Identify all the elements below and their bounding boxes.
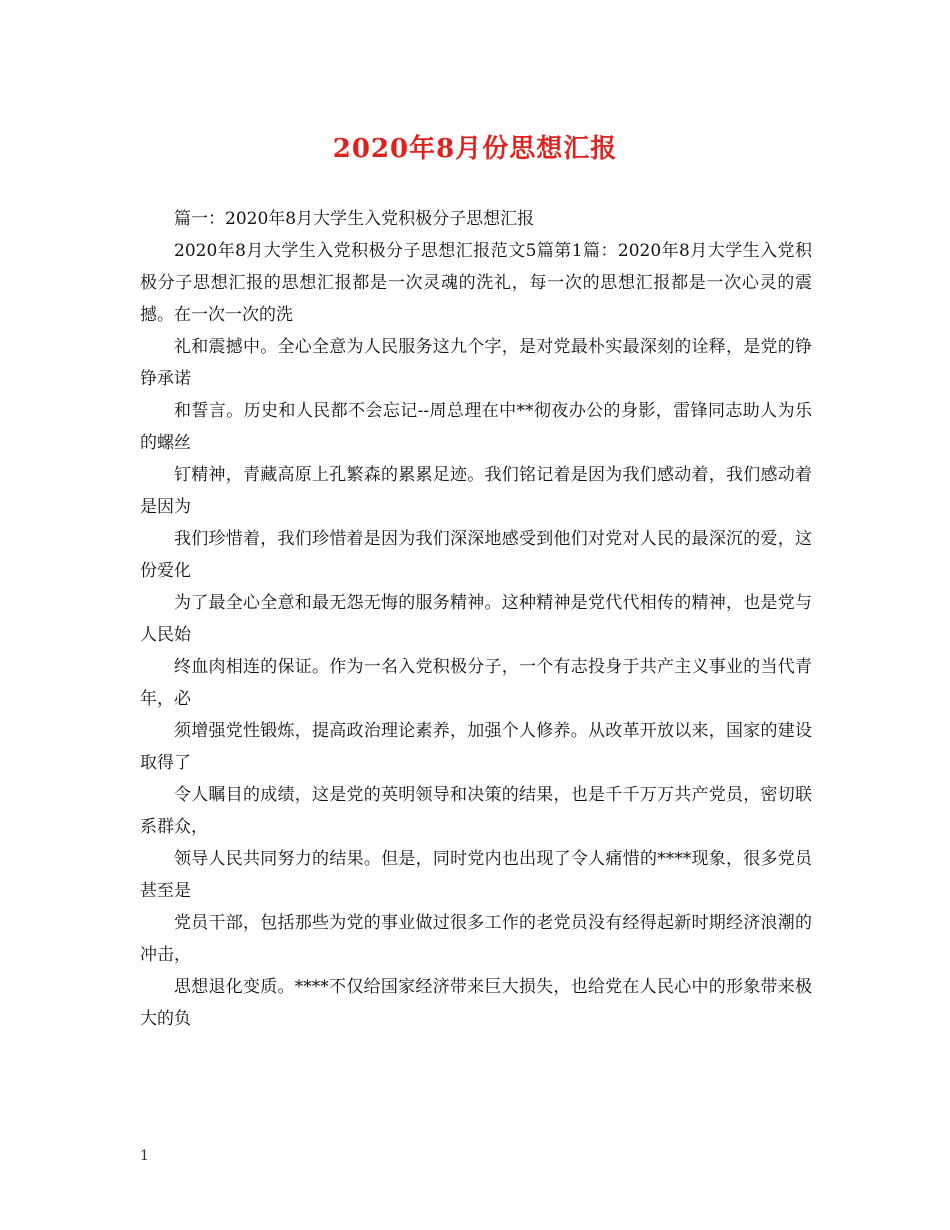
document-body bbox=[140, 203, 812, 1035]
paragraph: 思想退化变质。****不仅给国家经济带来巨大损失，也给党在人民心中的形象带来极大的负 bbox=[140, 977, 812, 1029]
paragraph: 钉精神，青藏高原上孔繁森的累累足迹。我们铭记着是因为我们感动着，我们感动着是因为 bbox=[140, 465, 812, 517]
paragraph: 领导人民共同努力的结果。但是，同时党内也出现了令人痛惜的****现象，很多党员甚至是 bbox=[140, 849, 812, 901]
paragraph: 党员干部，包括那些为党的事业做过很多工作的老党员没有经得起新时期经济浪潮的冲击， bbox=[140, 913, 812, 965]
paragraph-heading: 篇一：2020年8月大学生入党积极分子思想汇报 bbox=[174, 209, 535, 229]
paragraph: 为了最全心全意和最无怨无悔的服务精神。这种精神是党代代相传的精神，也是党与人民始 bbox=[140, 593, 812, 645]
paragraph: 终血肉相连的保证。作为一名入党积极分子，一个有志投身于共产主义事业的当代青年，必 bbox=[140, 657, 812, 709]
document-title: 2020年8月份思想汇报 bbox=[332, 134, 618, 164]
paragraph: 2020年8月大学生入党积极分子思想汇报范文5篇第1篇：2020年8月大学生入党积极分子思想汇报的思想汇报都是一次灵魂的洗礼，每一次的思想汇报都是一次心灵的震撼。在一次一次的洗 bbox=[140, 241, 812, 325]
paragraph: 礼和震撼中。全心全意为人民服务这九个字，是对党最朴实最深刻的诠释，是党的铮铮承诺 bbox=[140, 337, 812, 389]
page-number: 1 bbox=[140, 1148, 149, 1164]
paragraph: 须增强党性锻炼，提高政治理论素养，加强个人修养。从改革开放以来，国家的建设取得了 bbox=[140, 721, 812, 773]
paragraph: 和誓言。历史和人民都不会忘记--周总理在中**彻夜办公的身影，雷锋同志助人为乐的螺丝 bbox=[140, 401, 812, 453]
paragraph: 令人瞩目的成绩，这是党的英明领导和决策的结果，也是千千万万共产党员，密切联系群众， bbox=[140, 785, 812, 837]
paragraph: 我们珍惜着，我们珍惜着是因为我们深深地感受到他们对党对人民的最深沉的爱，这份爱化 bbox=[140, 529, 812, 581]
